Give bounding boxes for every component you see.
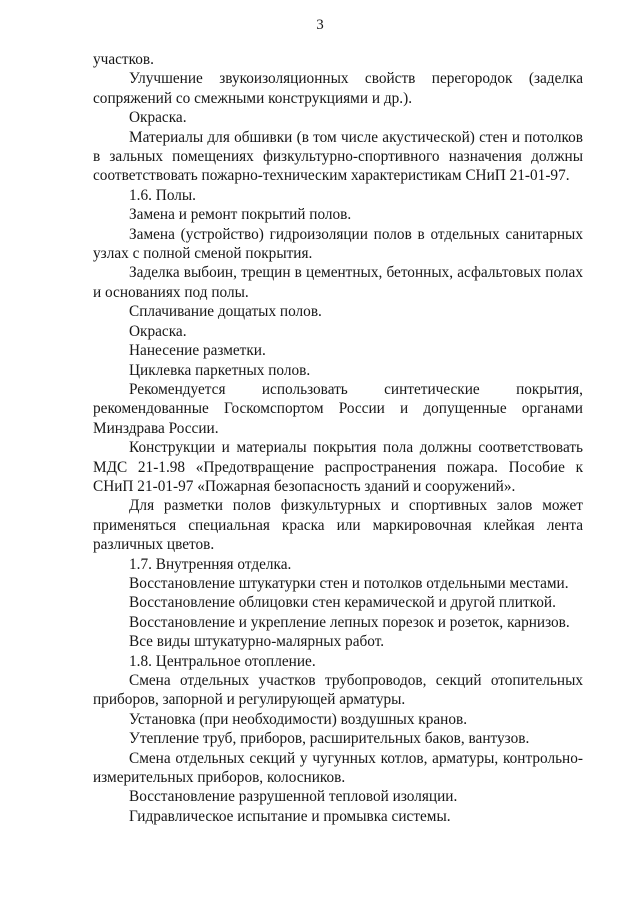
paragraph-continuation: участков. [93,51,154,68]
paragraph-floor-painting: Окраска. [129,322,187,340]
paragraph-boilers: Смена отдельных секций у чугунных котлов, арматуры, контрольно-измерительных приборов, колосников. [93,749,583,787]
section-heading-interior: 1.7. Внутренняя отделка. [129,555,292,573]
body-text [93,50,583,826]
page-number: 3 [316,17,324,33]
paragraph-waterproofing: Замена (устройство) гидроизоляции полов в отдельных санитарных узлах с полной сменой покрытия. [93,225,583,263]
paragraph-thermal-insulation: Восстановление разрушенной тепловой изоляции. [129,788,458,806]
paragraph-painting: Окраска. [129,109,187,127]
paragraph-fire-safety: Конструкции и материалы покрытия пола должны соответствовать МДС 21-1.98 «Предотвращение распространения пожара. Пособие к СНиП 21-01-97 «Пожарная безопасность зданий и сооружений». [93,439,583,495]
paragraph-parquet: Циклевка паркетных полов. [129,361,311,379]
paragraph-air-valves: Установка (при необходимости) воздушных кранов. [129,710,468,728]
paragraph-recommendation: Рекомендуется использовать синтетические покрытия, рекомендованные Госкомспортом России и допущенные органами Минздрава России. [93,380,583,437]
paragraph-marking: Нанесение разметки. [129,342,266,360]
paragraph-hydraulic-test: Гидравлическое испытание и промывка системы. [129,807,451,825]
paragraph-soundproofing: Улучшение звукоизоляционных свойств перегородок (заделка сопряжений со смежными конструкциями и др.). [93,70,583,107]
paragraph-plaster-works: Все виды штукатурно-малярных работ. [129,633,385,651]
paragraph-pipes: Смена отдельных участков трубопроводов, секций отопительных приборов, запорной и регулирующей арматуры. [93,672,583,709]
paragraph-moldings: Восстановление и укрепление лепных порезок и розеток, карнизов. [129,613,570,631]
paragraph-floor-repair: Заделка выбоин, трещин в цементных, бетонных, асфальтовых полах и основаниях под полы. [93,264,583,301]
section-heading-heating: 1.8. Центральное отопление. [129,652,316,670]
section-heading-floors: 1.6. Полы. [129,186,196,204]
paragraph-wall-materials: Материалы для обшивки (в том числе акустической) стен и потолков в зальных помещениях физкультурно-спортивного назначения должны соответствовать пожарно-техническим характеристикам СНиП 21-01-97. [93,128,583,185]
paragraph-insulation: Утепление труб, приборов, расширительных баков, вантузов. [129,730,530,748]
paragraph-hall-marking: Для разметки полов физкультурных и спортивных залов может применяться специальная краска или маркировочная клейкая лента различных цветов. [93,497,583,554]
paragraph-plaster: Восстановление штукатурки стен и потолков отдельными местами. [129,574,569,592]
paragraph-plank-floors: Сплачивание дощатых полов. [129,303,322,321]
paragraph-floor-replacement: Замена и ремонт покрытий полов. [129,206,352,224]
paragraph-tiling: Восстановление облицовки стен керамической и другой плиткой. [129,594,556,612]
